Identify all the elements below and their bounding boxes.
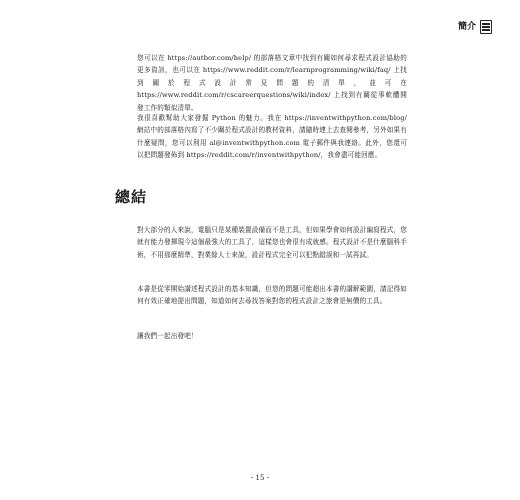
book-icon [480,20,492,34]
intro-paragraph-contact: 我很喜歡幫助大家發掘 Python 的魅力。我在 https://inventwithpython.com/blog/ 網站中的部落格內寫了不少關於程式設計的教材資料，請隨時連上去查閱參考，另外如果有什麼疑問，您可以利用 al@inventwithpython.com 電子郵件與我連絡。此外，您還可以把問題發佈到 https://reddit.com/r/inventwithpython/，我會盡可能回應。 [137,114,407,160]
section-heading-summary: 總結 [115,188,148,206]
summary-paragraph-book: 本書是從零開始講述程式設計的基本知識，但您的問題可能超出本書的講解範圍，請記得如何有效正確地提出問題，知道如何去尋找答案對您的程式設計之旅會是無價的工具。 [137,285,407,306]
page-number: - 15 - [250,474,270,482]
intro-paragraph-help: 您可以在 https://autbor.com/help/ 的部落格文章中找到有關如何尋求程式設計協助的更多資訊，也可以在 https://www.reddit.com/r/learnprogramming/wiki/faq/ 上找到關於程式設計常見問題的清單，並可在 https://www.reddit.com/r/cscareerquestions/wiki/index/ 上找到有關從事軟體開發工作的類似清單。 [137,54,407,112]
section-label: 簡介 [457,21,476,32]
running-header [458,20,492,34]
summary-paragraph-closing: 讓我們一起出發吧！ [137,332,198,340]
summary-paragraph-tools: 對大部分的人來說，電腦只是某種裝置設備而不是工具，但如果學會如何設計編寫程式，您就有能力發揮現今這個最強大的工具了，這樣您也會很有成就感。程式設計不是什麼腦科手術，不用那麼精準，對業餘人士來說，設計程式完全可以犯點錯誤和一試再試。 [137,226,407,259]
